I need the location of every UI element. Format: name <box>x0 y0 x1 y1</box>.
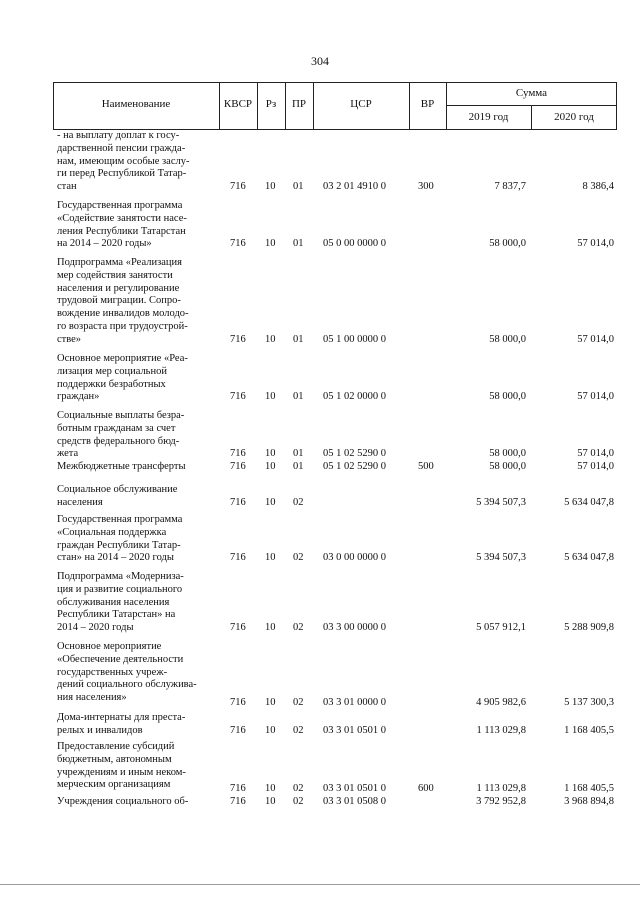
row-name: Социальные выплаты безра- ботным гражданам за счет средств федерального бюд- жета <box>57 410 185 460</box>
header-csr: ЦСР <box>350 98 372 110</box>
row-kvsr: 716 <box>230 181 246 192</box>
row-kvsr: 716 <box>230 552 246 563</box>
row-sum-2019: 5 394 507,3 <box>476 552 526 563</box>
row-name: - на выплату доплат к госу- дарственной пенсии гражда- нам, имеющим особые заслу- ги перед Республикой Татар- стан <box>57 130 190 193</box>
row-pr: 01 <box>293 391 304 402</box>
row-name: Межбюджетные трансферты <box>57 461 186 472</box>
row-sum-2020: 5 288 909,8 <box>564 622 614 633</box>
row-sum-2020: 57 014,0 <box>577 461 614 472</box>
row-sum-2019: 4 905 982,6 <box>476 697 526 708</box>
row-rz: 10 <box>265 552 276 563</box>
row-sum-2020: 5 634 047,8 <box>564 552 614 563</box>
row-sum-2020: 8 386,4 <box>582 181 614 192</box>
header-pr: ПР <box>291 98 307 110</box>
row-sum-2019: 7 837,7 <box>494 181 526 192</box>
row-pr: 02 <box>293 783 304 794</box>
row-pr: 01 <box>293 448 304 459</box>
row-vr: 500 <box>418 461 434 472</box>
row-kvsr: 716 <box>230 461 246 472</box>
row-name: Предоставление субсидий бюджетным, автономным учреждениям и иным неком- мерческим организациям <box>57 741 186 791</box>
row-name: Основное мероприятие «Обеспечение деятельности государственных учреж- дений социального обслужива- ния населения» <box>57 641 197 704</box>
row-rz: 10 <box>265 783 276 794</box>
header-divider <box>446 105 617 106</box>
row-rz: 10 <box>265 334 276 345</box>
row-csr: 03 0 00 0000 0 <box>323 552 386 563</box>
row-csr: 03 3 01 0501 0 <box>323 725 386 736</box>
row-rz: 10 <box>265 725 276 736</box>
row-kvsr: 716 <box>230 448 246 459</box>
row-rz: 10 <box>265 461 276 472</box>
row-rz: 10 <box>265 622 276 633</box>
row-name: Подпрограмма «Реализация мер содействия занятости населения и регулирование трудовой миграции. Сопро- вождение инвалидов молодо- го возраста при трудоустрой- стве» <box>57 257 189 345</box>
row-name: Подпрограмма «Модерниза- ция и развитие социального обслуживания населения Республики Татарстан» на 2014 – 2020 годы <box>57 571 184 634</box>
row-kvsr: 716 <box>230 622 246 633</box>
row-sum-2019: 1 113 029,8 <box>476 725 526 736</box>
row-sum-2020: 57 014,0 <box>577 334 614 345</box>
row-kvsr: 716 <box>230 697 246 708</box>
row-rz: 10 <box>265 796 276 807</box>
row-name: Учреждения социального об- <box>57 796 189 807</box>
row-sum-2020: 57 014,0 <box>577 391 614 402</box>
row-pr: 02 <box>293 725 304 736</box>
row-kvsr: 716 <box>230 725 246 736</box>
row-sum-2019: 1 113 029,8 <box>476 783 526 794</box>
row-sum-2019: 58 000,0 <box>489 461 526 472</box>
row-sum-2019: 58 000,0 <box>489 238 526 249</box>
row-kvsr: 716 <box>230 783 246 794</box>
row-pr: 01 <box>293 181 304 192</box>
row-sum-2019: 58 000,0 <box>489 391 526 402</box>
row-pr: 02 <box>293 796 304 807</box>
row-csr: 03 3 01 0501 0 <box>323 783 386 794</box>
row-rz: 10 <box>265 181 276 192</box>
row-sum-2020: 5 137 300,3 <box>564 697 614 708</box>
row-csr: 05 1 02 5290 0 <box>323 461 386 472</box>
row-pr: 01 <box>293 238 304 249</box>
row-sum-2020: 57 014,0 <box>577 238 614 249</box>
row-csr: 05 1 00 0000 0 <box>323 334 386 345</box>
header-2020: 2020 год <box>554 111 594 123</box>
row-pr: 02 <box>293 622 304 633</box>
row-name: Основное мероприятие «Реа- лизация мер социальной поддержки безработных граждан» <box>57 353 188 403</box>
row-pr: 02 <box>293 552 304 563</box>
row-rz: 10 <box>265 448 276 459</box>
row-csr: 05 0 00 0000 0 <box>323 238 386 249</box>
row-sum-2019: 5 394 507,3 <box>476 497 526 508</box>
row-sum-2020: 1 168 405,5 <box>564 725 614 736</box>
row-vr: 600 <box>418 783 434 794</box>
row-pr: 02 <box>293 697 304 708</box>
row-name: Социальное обслуживание населения <box>57 484 178 508</box>
row-sum-2020: 1 168 405,5 <box>564 783 614 794</box>
row-kvsr: 716 <box>230 238 246 249</box>
row-kvsr: 716 <box>230 334 246 345</box>
row-rz: 10 <box>265 391 276 402</box>
row-sum-2019: 58 000,0 <box>489 334 526 345</box>
row-csr: 03 2 01 4910 0 <box>323 181 386 192</box>
row-rz: 10 <box>265 497 276 508</box>
header-kvsr: КВСР <box>223 98 253 110</box>
row-name: Дома-интернаты для преста- релых и инвалидов <box>57 712 186 736</box>
row-csr: 03 3 00 0000 0 <box>323 622 386 633</box>
header-name: Наименование <box>101 98 171 110</box>
row-sum-2019: 5 057 912,1 <box>476 622 526 633</box>
row-csr: 05 1 02 0000 0 <box>323 391 386 402</box>
row-sum-2019: 3 792 952,8 <box>476 796 526 807</box>
row-kvsr: 716 <box>230 497 246 508</box>
header-sum: Сумма <box>515 87 548 99</box>
row-csr: 03 3 01 0508 0 <box>323 796 386 807</box>
row-pr: 01 <box>293 461 304 472</box>
row-kvsr: 716 <box>230 796 246 807</box>
header-vr: ВР <box>420 98 435 110</box>
row-kvsr: 716 <box>230 391 246 402</box>
row-sum-2020: 3 968 894,8 <box>564 796 614 807</box>
row-name: Государственная программа «Социальная поддержка граждан Республики Татар- стан» на 2014 – 2020 годы <box>57 514 183 564</box>
page-bottom-divider <box>0 884 640 885</box>
row-name: Государственная программа «Содействие занятости насе- ления Республики Татарстан на 2014 – 2020 годы» <box>57 200 187 250</box>
row-rz: 10 <box>265 697 276 708</box>
row-sum-2020: 5 634 047,8 <box>564 497 614 508</box>
row-sum-2020: 57 014,0 <box>577 448 614 459</box>
row-pr: 01 <box>293 334 304 345</box>
row-csr: 05 1 02 5290 0 <box>323 448 386 459</box>
header-rz: Рз <box>265 98 277 110</box>
page-number: 304 <box>311 54 329 68</box>
row-pr: 02 <box>293 497 304 508</box>
row-sum-2019: 58 000,0 <box>489 448 526 459</box>
row-rz: 10 <box>265 238 276 249</box>
row-csr: 03 3 01 0000 0 <box>323 697 386 708</box>
header-2019: 2019 год <box>468 111 509 123</box>
row-vr: 300 <box>418 181 434 192</box>
